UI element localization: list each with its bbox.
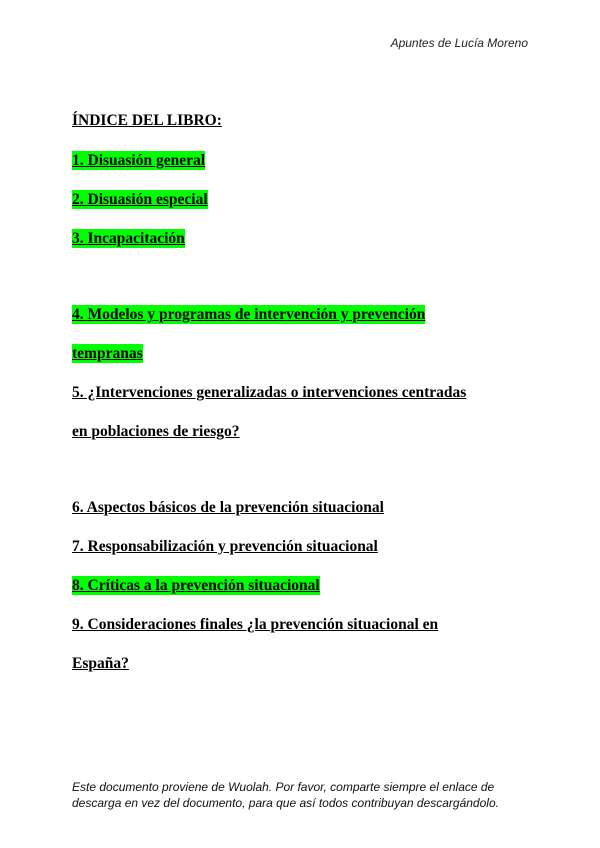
toc-item-line[interactable]: 5. ¿Intervenciones generalizadas o intervenciones centradas [72, 384, 467, 401]
toc-title: ÍNDICE DEL LIBRO: [72, 112, 222, 129]
toc-item-line[interactable]: 1. Disuasión general [72, 152, 206, 169]
author-note: Apuntes de Lucía Moreno [390, 36, 528, 50]
toc-item-line[interactable]: 7. Responsabilización y prevención situacional [72, 538, 378, 555]
toc-item-line[interactable]: 3. Incapacitación [72, 230, 185, 247]
toc-item-line[interactable]: en poblaciones de riesgo? [72, 423, 240, 440]
toc-item-line[interactable]: 6. Aspectos básicos de la prevención situacional [72, 499, 384, 516]
toc-item-line[interactable]: 9. Consideraciones finales ¿la prevención situacional en [72, 616, 439, 633]
footer-note: Este documento proviene de Wuolah. Por favor, comparte siempre el enlace de descarga en vez del documento, para que así todos contribuyan descargándolo. [72, 780, 499, 810]
toc-item-line[interactable]: 8. Críticas a la prevención situacional [72, 577, 320, 594]
toc-item-line[interactable]: tempranas [72, 345, 143, 362]
toc-item-line[interactable]: 4. Modelos y programas de intervención y prevención [72, 306, 426, 323]
toc-item-line[interactable]: España? [72, 655, 129, 672]
toc-item-line[interactable]: 2. Disuasión especial [72, 191, 208, 208]
